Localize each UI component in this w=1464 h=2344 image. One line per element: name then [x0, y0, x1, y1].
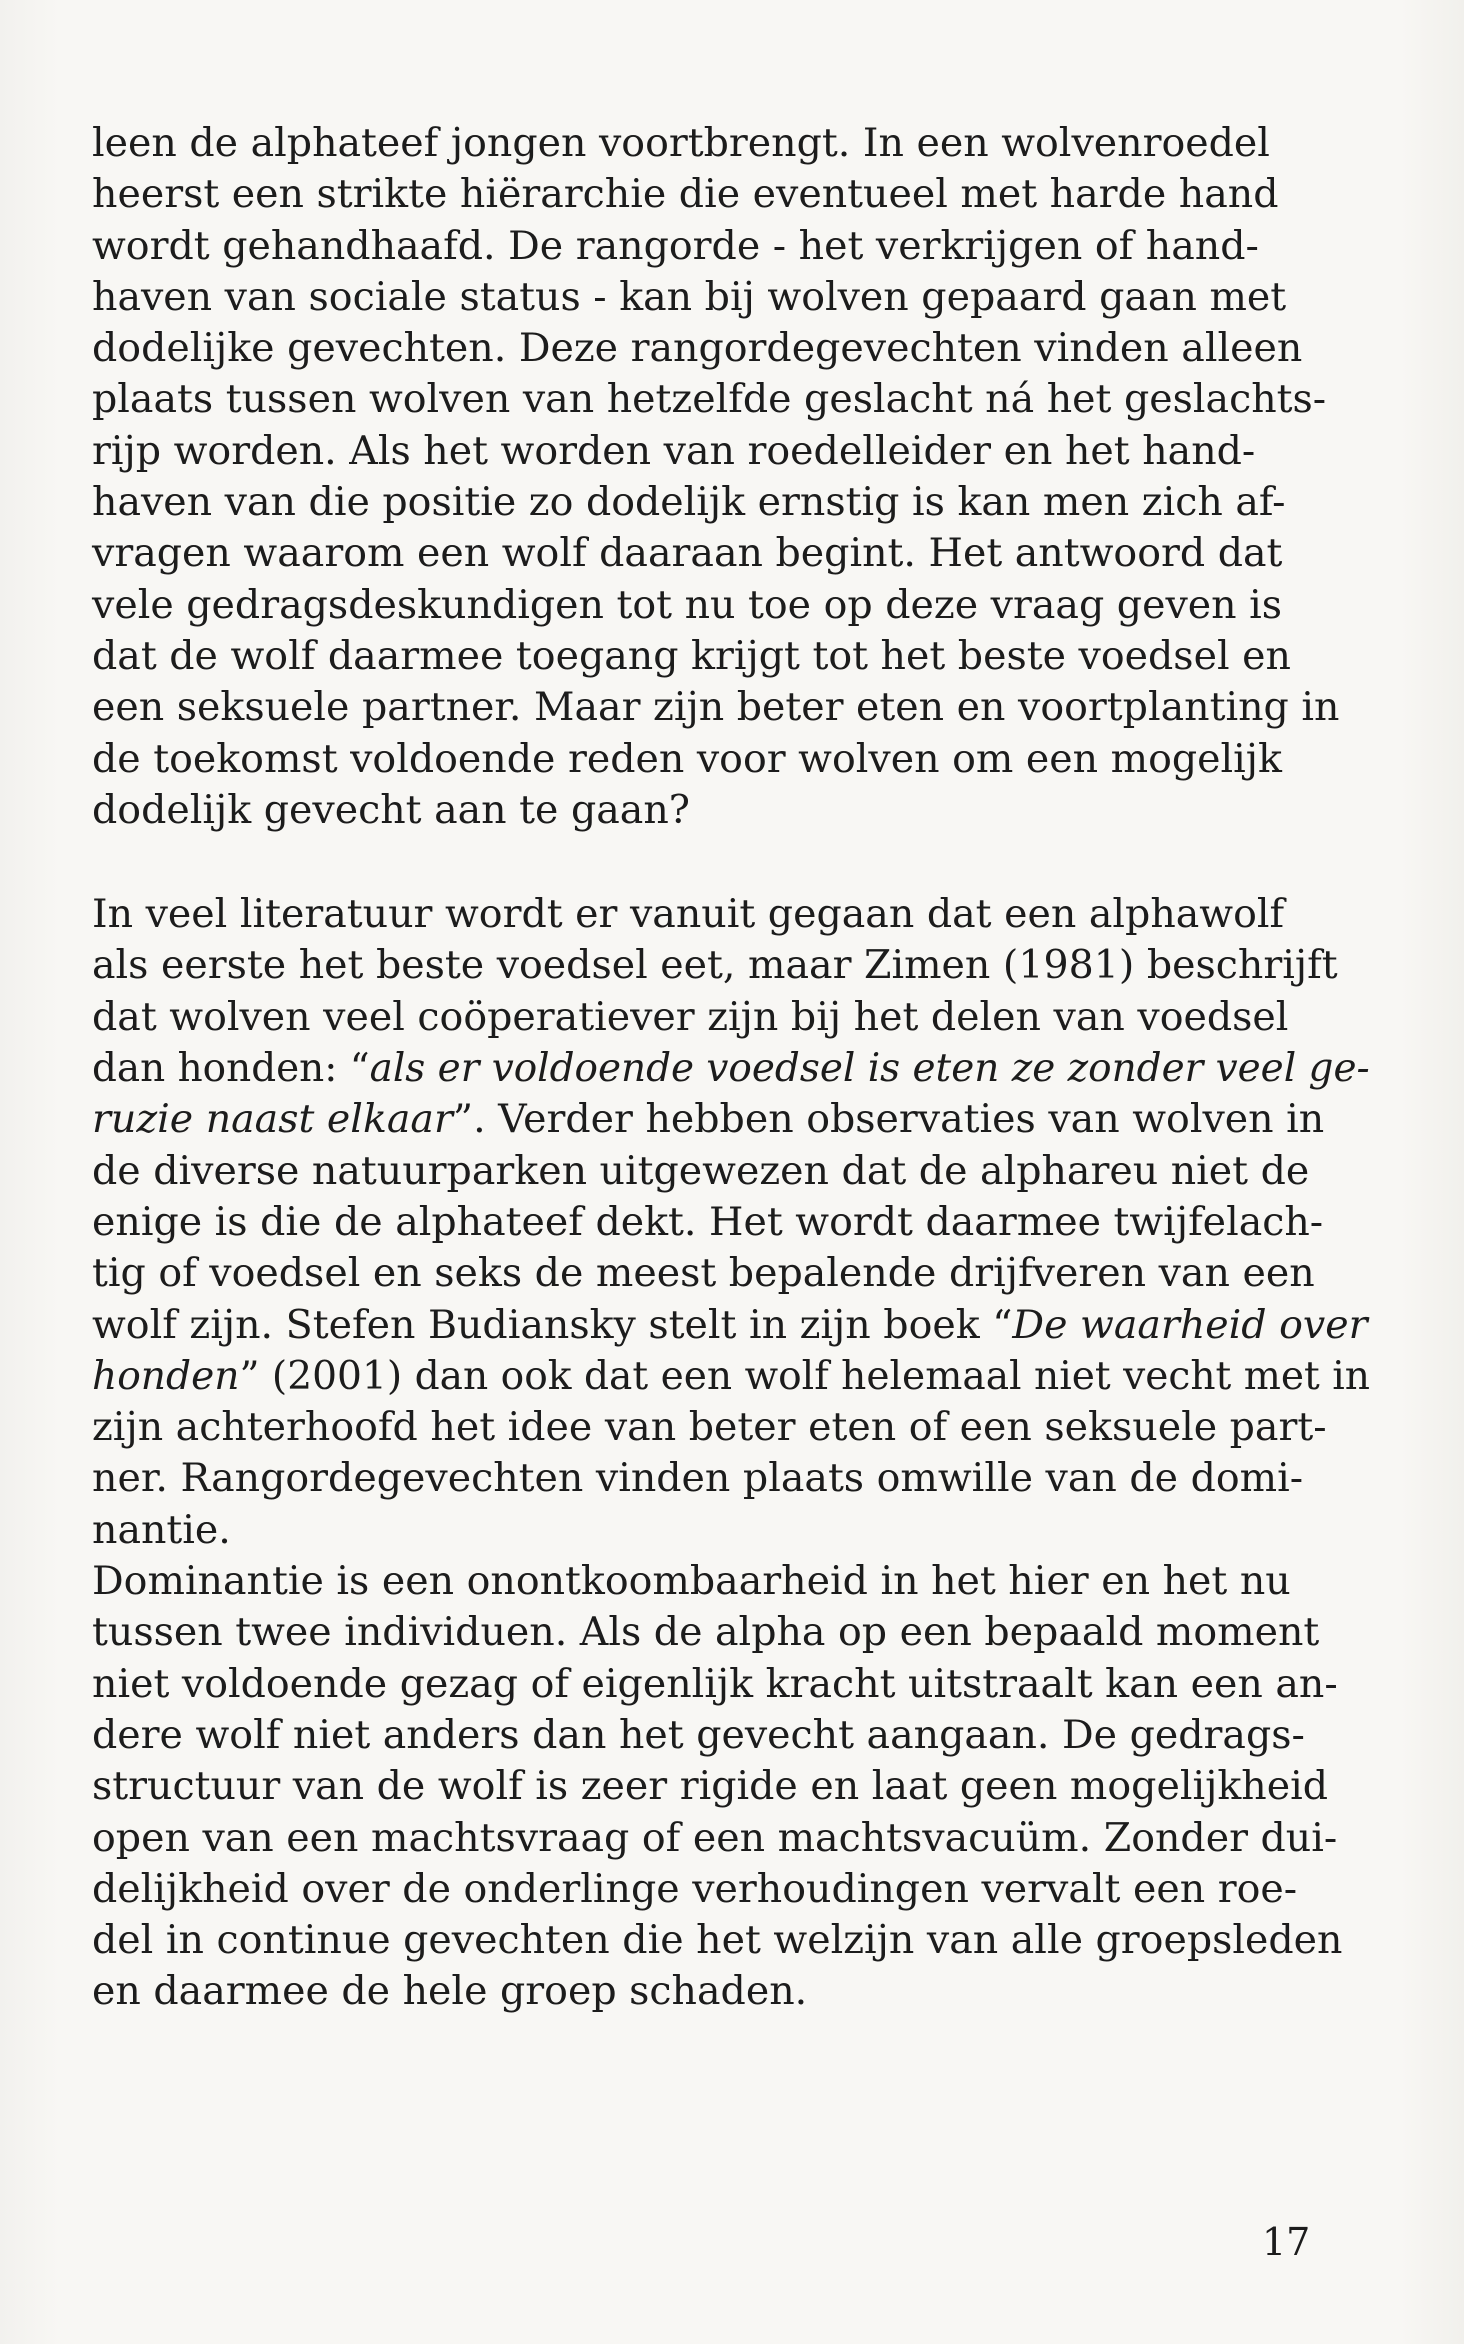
- text-line: [92, 323, 1370, 374]
- text-line: [92, 477, 1370, 528]
- text-line: [92, 1813, 1370, 1864]
- text-segment: In veel literatuur wordt er vanuit gegaan dat een alphawolf: [92, 891, 1285, 938]
- text-line: [92, 272, 1370, 323]
- text-segment: ” (2001) dan ook dat een wolf helemaal niet vecht met in: [239, 1353, 1370, 1399]
- text-segment: del in continue gevechten die het welzijn van alle groepsleden: [92, 1917, 1343, 1964]
- text-line: [92, 1146, 1370, 1197]
- text-line: [92, 734, 1370, 785]
- text-segment: dat de wolf daarmee toegang krijgt tot het beste voedsel en: [92, 632, 1291, 679]
- text-segment: haven van sociale status - kan bij wolven gepaard gaan met: [92, 273, 1287, 320]
- italic-text: De waarheid over: [1012, 1301, 1368, 1348]
- text-line: [92, 1505, 1370, 1556]
- text-segment: dan honden: “: [92, 1046, 370, 1092]
- text-segment: nantie.: [92, 1506, 231, 1553]
- text-segment: haven van die positie zo dodelijk ernstig is kan men zich af-: [92, 479, 1286, 526]
- text-segment: en daarmee de hele groep schaden.: [92, 1968, 808, 2015]
- text-segment: ner. Rangordegevechten vinden plaats omwille van de domi-: [92, 1455, 1304, 1502]
- text-segment: enige is die de alphateef dekt. Het wordt daarmee twijfelach-: [92, 1198, 1324, 1245]
- paragraph-gap: [92, 836, 1370, 889]
- text-segment: vragen waarom een wolf daaraan begint. Het antwoord dat: [92, 530, 1283, 577]
- text-segment: de diverse natuurparken uitgewezen dat de alphareu niet de: [92, 1147, 1310, 1194]
- text-line: [92, 1300, 1370, 1351]
- text-line: [92, 221, 1370, 272]
- text-line: [92, 889, 1370, 940]
- text-segment: een seksuele partner. Maar zijn beter eten en voortplanting in: [92, 684, 1340, 731]
- text-segment: niet voldoende gezag of eigenlijk kracht uitstraalt kan een an-: [92, 1660, 1338, 1707]
- page-number: 17: [1262, 2220, 1311, 2264]
- text-segment: wordt gehandhaafd. De rangorde - het verkrijgen of hand-: [92, 222, 1259, 269]
- text-segment: dodelijke gevechten. Deze rangordegevechten vinden alleen: [92, 325, 1303, 372]
- text-line: [92, 528, 1370, 579]
- text-segment: Dominantie is een onontkoombaarheid in het hier en het nu: [92, 1558, 1291, 1605]
- text-line: [92, 1710, 1370, 1761]
- text-line: [92, 940, 1370, 991]
- text-line: [92, 631, 1370, 682]
- text-line: [92, 1659, 1370, 1710]
- text-line: [92, 1094, 1370, 1145]
- text-segment: rijp worden. Als het worden van roedelleider en het hand-: [92, 427, 1256, 474]
- text-segment: tussen twee individuen. Als de alpha op een bepaald moment: [92, 1609, 1320, 1656]
- body-text: [92, 118, 1370, 2018]
- text-line: [92, 1043, 1370, 1094]
- text-line: [92, 169, 1370, 220]
- text-segment: plaats tussen wolven van hetzelfde geslacht ná het geslachts-: [92, 376, 1327, 423]
- paragraph: [92, 118, 1370, 836]
- text-segment: delijkheid over de onderlinge verhoudingen vervalt een roe-: [92, 1865, 1298, 1912]
- text-line: [92, 426, 1370, 477]
- text-line: [92, 1864, 1370, 1915]
- text-line: [92, 1966, 1370, 2017]
- text-line: [92, 580, 1370, 631]
- text-segment: dodelijk gevecht aan te gaan?: [92, 786, 690, 833]
- text-line: [92, 1248, 1370, 1299]
- text-segment: tig of voedsel en seks de meest bepalende drijfveren van een: [92, 1250, 1315, 1297]
- text-segment: de toekomst voldoende reden voor wolven om een mogelijk: [92, 735, 1282, 782]
- text-line: [92, 682, 1370, 733]
- text-segment: zijn achterhoofd het idee van beter eten of een seksuele part-: [92, 1404, 1327, 1451]
- text-segment: vele gedragsdeskundigen tot nu toe op deze vraag geven is: [92, 581, 1283, 628]
- text-segment: structuur van de wolf is zeer rigide en laat geen mogelijkheid: [92, 1763, 1329, 1810]
- text-segment: wolf zijn. Stefen Budiansky stelt in zijn boek “: [92, 1301, 1013, 1348]
- italic-text: als er voldoende voedsel is eten ze zonder veel ge-: [369, 1046, 1370, 1092]
- text-line: [92, 1761, 1370, 1812]
- text-line: [92, 118, 1370, 169]
- text-line: [92, 1453, 1370, 1504]
- italic-text: ruzie naast elkaar: [92, 1096, 453, 1143]
- text-segment: dat wolven veel coöperatiever zijn bij het delen van voedsel: [92, 993, 1289, 1040]
- text-line: [92, 1351, 1370, 1402]
- text-segment: ”. Verder hebben observaties van wolven in: [452, 1096, 1325, 1143]
- text-line: [92, 785, 1370, 836]
- text-line: [92, 1402, 1370, 1453]
- text-line: [92, 992, 1370, 1043]
- text-line: [92, 1556, 1370, 1607]
- text-segment: open van een machtsvraag of een machtsvacuüm. Zonder dui-: [92, 1814, 1338, 1861]
- text-line: [92, 374, 1370, 425]
- text-line: [92, 1197, 1370, 1248]
- text-segment: als eerste het beste voedsel eet, maar Zimen (1981) beschrijft: [92, 942, 1338, 989]
- text-segment: leen de alphateef jongen voortbrengt. In een wolvenroedel: [92, 120, 1270, 166]
- text-line: [92, 1607, 1370, 1658]
- italic-text: honden: [92, 1353, 240, 1399]
- text-segment: heerst een strikte hiërarchie die eventueel met harde hand: [92, 171, 1279, 218]
- text-segment: dere wolf niet anders dan het gevecht aangaan. De gedrags-: [92, 1711, 1305, 1758]
- paragraph: [92, 889, 1370, 2018]
- text-line: [92, 1915, 1370, 1966]
